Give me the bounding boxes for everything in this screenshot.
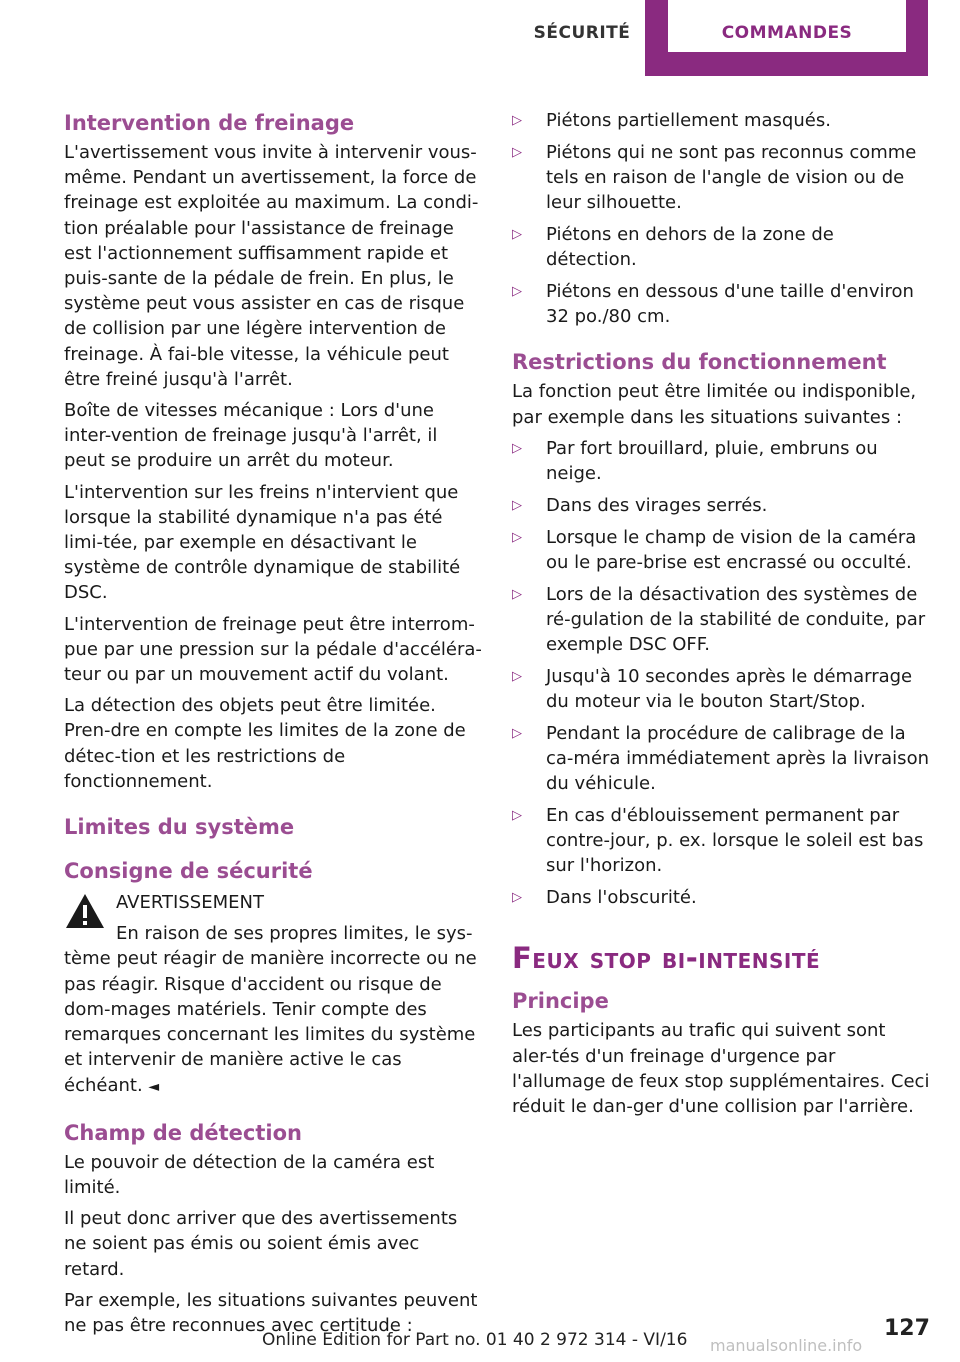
- pedestrian-list: [512, 108, 930, 329]
- warning-text-body: En raison de ses propres limites, le sys-tème peut réagir de manière incorrecte ou ne pas réagir. Risque d'accident ou risque de dom-mages matériels. Tenir compte des remarques concernant les limites du système et intervenir de manière active le cas échéant.: [64, 923, 477, 1096]
- tab-commandes[interactable]: COMMANDES: [721, 23, 853, 43]
- list-item: [512, 582, 930, 658]
- warning-triangle-icon: [64, 892, 106, 930]
- tab-securite[interactable]: SÉCURITÉ: [533, 23, 631, 43]
- bullet-arrow-icon: ▷: [512, 808, 522, 824]
- right-column: [512, 108, 930, 1125]
- paragraph: L'avertissement vous invite à intervenir vous-même. Pendant un avertissement, la force de freinage est exploitée au maximum. La condi-tion préalable pour l'assistance de freinage est l'actionnement suffisamment rapide et puis-sante de la pédale de frein. En plus, le système peut vous assister en cas de risque de collision par une légère intervention de freinage. À fai-ble vitesse, la véhicule peut être freiné jusqu'à l'arrêt.: [64, 142, 479, 390]
- paragraph: Boîte de vitesses mécanique : Lors d'une inter-vention de freinage jusqu'à l'arrêt, il peut se produire un arrêt du moteur.: [64, 400, 438, 472]
- paragraph: Il peut donc arriver que des avertissements ne soient pas émis ou soient émis avec retard.: [64, 1208, 458, 1280]
- bullet-arrow-icon: ▷: [512, 890, 522, 906]
- bullet-arrow-icon: ▷: [512, 440, 522, 456]
- heading-restrictions: Restrictions du fonctionnement: [512, 350, 887, 375]
- warning-title: AVERTISSEMENT: [116, 892, 264, 914]
- paragraph: La détection des objets peut être limitée. Pren-dre en compte les limites de la zone de détec-tion et les restrictions de fonctionnement.: [64, 695, 466, 792]
- heading-intervention-freinage: Intervention de freinage: [64, 111, 355, 135]
- list-item-text: Lorsque le champ de vision de la caméra ou le pare-brise est encrassé ou occulté.: [546, 526, 917, 573]
- list-item: [512, 279, 930, 329]
- list-item: [512, 803, 930, 879]
- list-item-text: Dans l'obscurité.: [546, 887, 697, 909]
- bullet-arrow-icon: ▷: [512, 725, 522, 741]
- warning-text: [64, 921, 482, 1099]
- list-item: [512, 664, 930, 714]
- list-item-text: Pendant la procédure de calibrage de la ca-méra immédiatement après la livraison du véhicule.: [546, 722, 929, 795]
- bullet-arrow-icon: ▷: [512, 529, 522, 545]
- paragraph: Le pouvoir de détection de la caméra est limité.: [64, 1151, 435, 1198]
- list-item: [512, 108, 930, 133]
- list-item: [512, 885, 930, 910]
- paragraph: L'intervention de freinage peut être interrom-pue par une pression sur la pédale d'accéléra-teur ou par un mouvement actif du volant.: [64, 613, 482, 686]
- list-item: [512, 222, 930, 272]
- list-item: [512, 140, 930, 216]
- list-item: [512, 525, 930, 575]
- list-item-text: Dans des virages serrés.: [546, 494, 768, 516]
- watermark: manualsonline.info: [710, 1336, 863, 1355]
- heading-consigne-securite: Consigne de sécurité: [64, 859, 313, 884]
- list-item: [512, 721, 930, 797]
- left-column: [64, 108, 482, 1344]
- heading-champ-detection: Champ de détection: [64, 1120, 302, 1145]
- list-item: [512, 436, 930, 486]
- list-item-text: Piétons partiellement masqués.: [546, 110, 831, 131]
- list-item-text: Piétons en dessous d'une taille d'environ 32 po./80 cm.: [546, 281, 914, 328]
- bullet-arrow-icon: ▷: [512, 284, 522, 299]
- heading-feux-stop: Feux stop bi-intensité: [512, 941, 821, 976]
- list-item-text: Par fort brouillard, pluie, embruns ou neige.: [546, 437, 878, 485]
- paragraph: Par exemple, les situations suivantes peuvent ne pas être reconnues avec certitude :: [64, 1289, 478, 1336]
- heading-principe: Principe: [512, 989, 609, 1014]
- heading-limites-systeme: Limites du système: [64, 815, 295, 840]
- list-item-text: Lors de la désactivation des systèmes de ré-gulation de la stabilité de conduite, par exemple DSC OFF.: [546, 583, 926, 656]
- bullet-arrow-icon: ▷: [512, 668, 522, 684]
- bullet-arrow-icon: ▷: [512, 497, 522, 513]
- warning-block: [64, 888, 482, 1100]
- list-item-text: Jusqu'à 10 secondes après le démarrage du moteur via le bouton Start/Stop.: [546, 665, 913, 713]
- bullet-arrow-icon: ▷: [512, 227, 522, 242]
- list-item-text: Piétons qui ne sont pas reconnus comme tels en raison de l'angle de vision ou de leur silhouette.: [546, 141, 917, 214]
- list-item-text: Piétons en dehors de la zone de détection.: [546, 224, 834, 271]
- list-item: [512, 493, 930, 518]
- bullet-arrow-icon: ▷: [512, 144, 522, 160]
- paragraph: La fonction peut être limitée ou indisponible, par exemple dans les situations suivantes :: [512, 381, 917, 428]
- paragraph: L'intervention sur les freins n'intervient que lorsque la stabilité dynamique n'a pas été limi-tée, par exemple en désactivant le système de contrôle dynamique de stabilité DSC.: [64, 481, 461, 604]
- bullet-arrow-icon: ▷: [512, 113, 522, 128]
- bullet-arrow-icon: ▷: [512, 586, 522, 602]
- footer-edition: Online Edition for Part no. 01 40 2 972 314 - VI/16: [262, 1330, 688, 1350]
- end-mark-icon: ◄: [148, 1078, 160, 1095]
- paragraph: Les participants au trafic qui suivent sont aler-tés d'un freinage d'urgence par l'allumage de feux stop supplémentaires. Ceci réduit le dan-ger d'une collision par l'arrière.: [512, 1020, 930, 1118]
- list-item-text: En cas d'éblouissement permanent par contre-jour, p. ex. lorsque le soleil est bas sur l'horizon.: [546, 805, 924, 877]
- restrictions-list: [512, 436, 930, 911]
- page-number: 127: [884, 1316, 930, 1341]
